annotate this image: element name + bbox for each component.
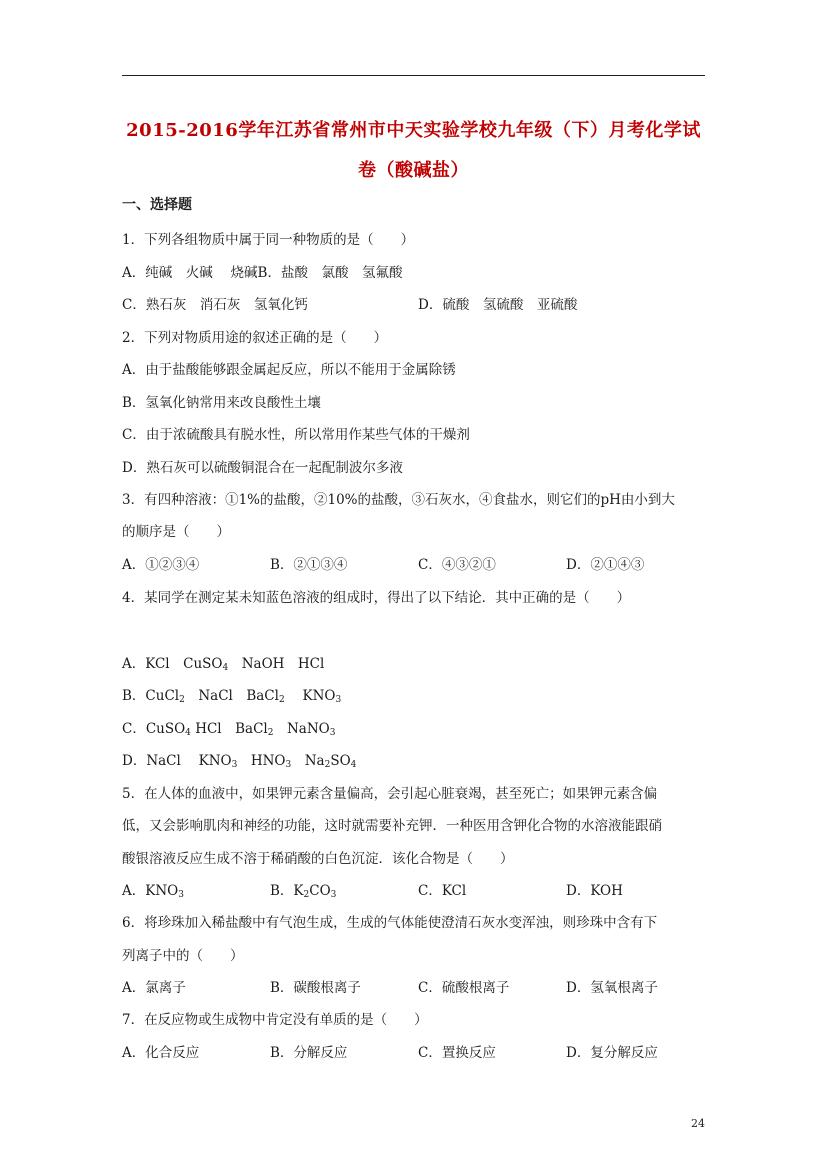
question-3-option-b: B．②①③④ <box>270 557 348 573</box>
question-2-option-c: C．由于浓硫酸具有脱水性，所以常用作某些气体的干燥剂 <box>122 427 470 443</box>
question-3-option-a: A．①②③④ <box>122 557 200 573</box>
question-4-option-d: D．NaCl $KNO_3$ $HNO_3$ $Na_2SO_4$ <box>122 753 357 770</box>
question-7: 7．在反应物或生成物中肯定没有单质的是（ ） <box>122 1012 428 1028</box>
question-5-line-3: 酸银溶液反应生成不溶于稀硝酸的白色沉淀．该化合物是（ ） <box>122 851 514 867</box>
question-5-option-c: C．KCl <box>418 883 467 899</box>
question-6-option-a: A．氯离子 <box>122 980 186 996</box>
section-heading: 一、选择题 <box>122 197 192 213</box>
question-3-option-d: D．②①④③ <box>566 557 645 573</box>
question-3-line-2: 的顺序是（ ） <box>122 524 230 540</box>
question-5-line-1: 5．在人体的血液中，如果钾元素含量偏高，会引起心脏衰竭，甚至死亡；如果钾元素含偏 <box>122 786 658 802</box>
question-6-line-1: 6．将珍珠加入稀盐酸中有气泡生成，生成的气体能使澄清石灰水变浑浊，则珍珠中含有下 <box>122 915 658 931</box>
question-4-option-c: C．CuSO$_4$ HCl BaCl$_2$ NaNO$_3$ <box>122 721 336 738</box>
question-5-option-d: D．KOH <box>566 883 623 899</box>
question-2-option-b: B．氢氧化钠常用来改良酸性土壤 <box>122 395 321 411</box>
question-1-option-d: D．硫酸 氢硫酸 亚硫酸 <box>418 297 578 313</box>
question-7-option-b: B．分解反应 <box>270 1045 348 1061</box>
question-3-option-c: C．④③②① <box>418 557 496 573</box>
page-title-continued: 卷（酸碱盐） <box>358 160 469 181</box>
question-5-option-a: A．$KNO_3$ <box>122 883 184 900</box>
question-2-option-d: D．熟石灰可以硫酸铜混合在一起配制波尔多液 <box>122 460 403 476</box>
question-6-option-b: B．碳酸根离子 <box>270 980 361 996</box>
question-4: 4．某同学在测定某未知蓝色溶液的组成时，得出了以下结论．其中正确的是（ ） <box>122 590 631 606</box>
question-5-line-2: 低，又会影响肌肉和神经的功能，这时就需要补充钾．一种医用含钾化合物的水溶液能跟硝 <box>122 818 662 834</box>
question-6-line-2: 列离子中的（ ） <box>122 948 244 964</box>
header-rule <box>122 75 705 76</box>
question-7-option-c: C．置换反应 <box>418 1045 496 1061</box>
question-1: 1．下列各组物质中属于同一种物质的是（ ） <box>122 232 415 248</box>
question-1-options-ab: A．纯碱 火碱 烧碱B．盐酸 氯酸 氢氟酸 <box>122 265 403 281</box>
question-5-option-b: B．$K_2CO_3$ <box>270 883 337 900</box>
question-4-option-b: B．CuCl$_2$ NaCl BaCl$_2$ $KNO_3$ <box>122 688 342 705</box>
page-title: 2015-2016学年江苏省常州市中天实验学校九年级（下）月考化学试 <box>126 120 701 141</box>
question-6-option-d: D．氢氧根离子 <box>566 980 658 996</box>
question-2-option-a: A．由于盐酸能够跟金属起反应，所以不能用于金属除锈 <box>122 362 456 378</box>
question-1-option-c: C．熟石灰 消石灰 氢氧化钙 <box>122 297 308 313</box>
page-number: 24 <box>691 1117 705 1130</box>
question-4-option-a: A．KCl CuSO$_4$ NaOH HCl <box>122 656 325 673</box>
question-6-option-c: C．硫酸根离子 <box>418 980 510 996</box>
question-3-line-1: 3．有四种溶液：①1%的盐酸，②10%的盐酸，③石灰水，④食盐水，则它们的pH由小到大 <box>122 492 675 508</box>
question-7-option-d: D．复分解反应 <box>566 1045 658 1061</box>
question-2: 2．下列对物质用途的叙述正确的是（ ） <box>122 330 388 346</box>
question-7-option-a: A．化合反应 <box>122 1045 200 1061</box>
